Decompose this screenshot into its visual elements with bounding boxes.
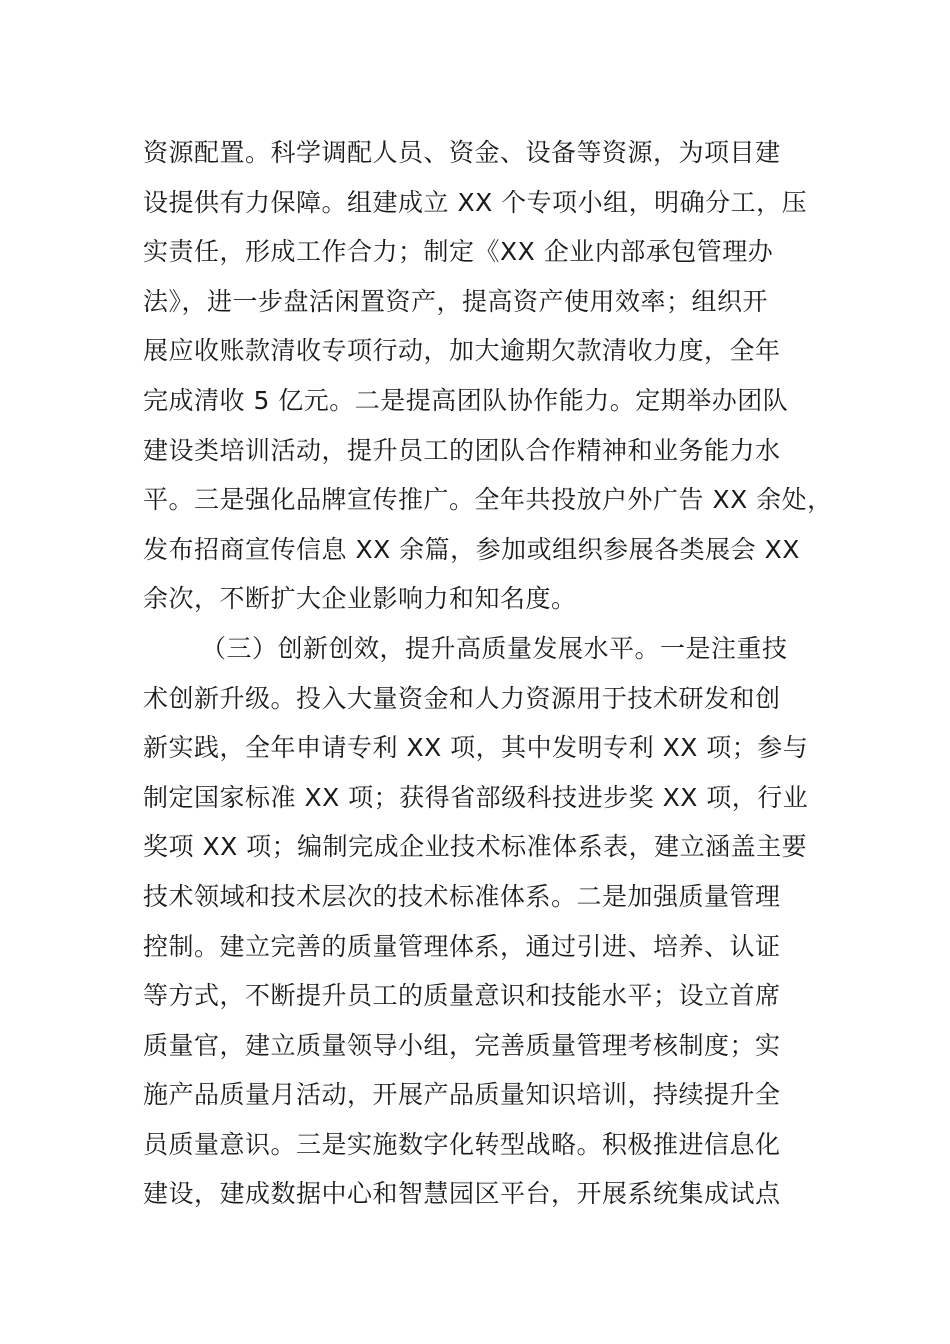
text-line: 员质量意识。三是实施数字化转型战略。积极推进信息化: [143, 1129, 781, 1159]
section-heading-line: （三）创新创效，提升高质量发展水平。一是注重技: [201, 633, 788, 663]
text-line: 余次，不断扩大企业影响力和知名度。: [143, 584, 577, 614]
text-line: 技术领域和技术层次的技术标准体系。二是加强质量管理: [143, 881, 781, 911]
text-line: 术创新升级。投入大量资金和人力资源用于技术研发和创: [143, 683, 781, 713]
text-line: 资源配置。科学调配人员、资金、设备等资源，为项目建: [143, 138, 781, 167]
text-line: 质量官，建立质量领导小组，完善质量管理考核制度；实: [143, 1030, 781, 1060]
text-line: 发布招商宣传信息 XX 余篇，参加或组织参展各类展会 XX: [143, 534, 800, 564]
text-line: 设提供有力保障。组建成立 XX 个专项小组，明确分工，压: [143, 187, 808, 217]
text-line: 制定国家标准 XX 项；获得省部级科技进步奖 XX 项，行业: [143, 782, 809, 812]
text-line: 完成清收 5 亿元。二是提高团队协作能力。定期举办团队: [143, 385, 789, 415]
text-line: 施产品质量月活动，开展产品质量知识培训，持续提升全: [143, 1080, 781, 1110]
text-line: 控制。建立完善的质量管理体系，通过引进、培养、认证: [143, 931, 781, 961]
text-line: 法》，进一步盘活闲置资产，提高资产使用效率；组织开: [143, 286, 769, 316]
text-line: 建设类培训活动，提升员工的团队合作精神和业务能力水: [143, 435, 781, 465]
text-line: 平。三是强化品牌宣传推广。全年共投放户外广告 XX 余处，: [143, 485, 833, 515]
text-line: 新实践，全年申请专利 XX 项，其中发明专利 XX 项；参与: [143, 733, 809, 763]
text-line: 建设，建成数据中心和智慧园区平台，开展系统集成试点: [143, 1179, 781, 1209]
text-line: 等方式，不断提升员工的质量意识和技能水平；设立首席: [143, 981, 781, 1011]
text-line: 实责任，形成工作合力；制定《XX 企业内部承包管理办: [143, 237, 774, 267]
text-line: 展应收账款清收专项行动，加大逾期欠款清收力度，全年: [143, 336, 781, 366]
text-line: 奖项 XX 项；编制完成企业技术标准体系表，建立涵盖主要: [143, 832, 808, 862]
body-text: [143, 128, 843, 1219]
